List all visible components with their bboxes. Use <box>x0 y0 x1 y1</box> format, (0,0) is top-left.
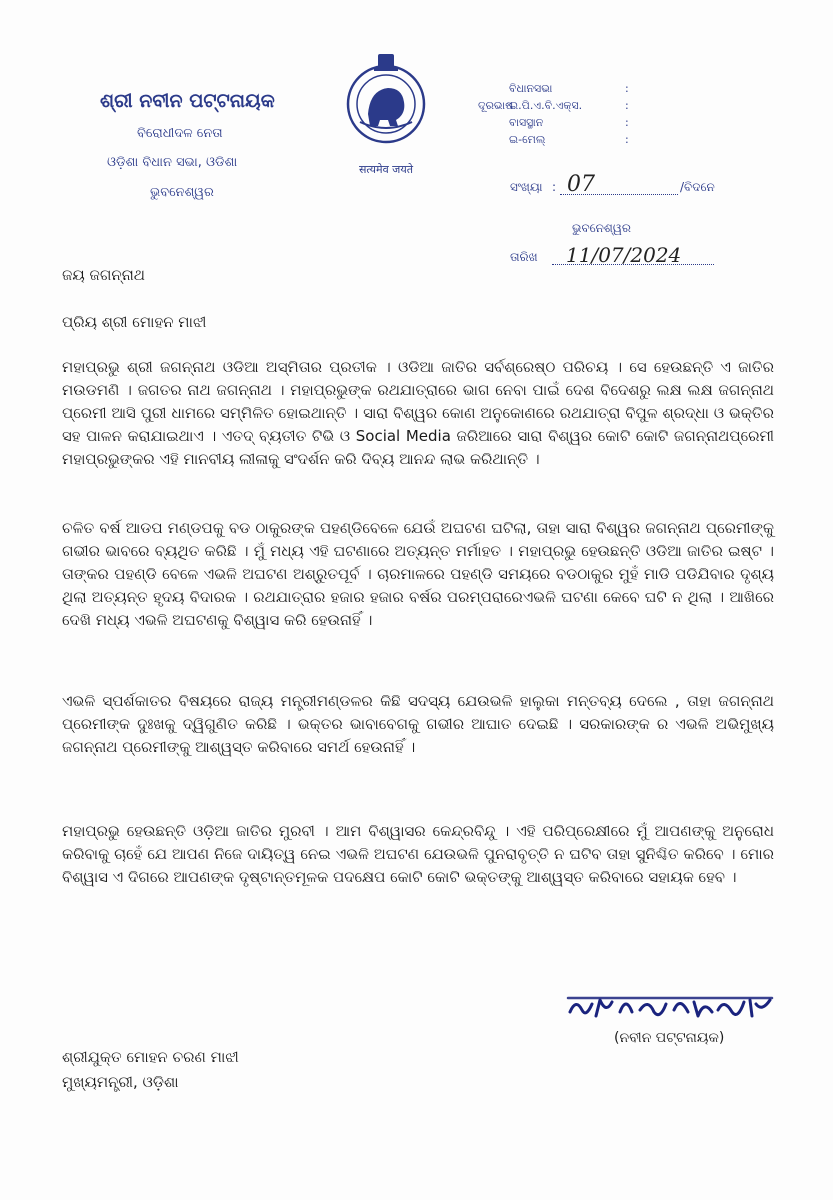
body-paragraph: ମହାପ୍ରଭୁ ଶ୍ରୀ ଜଗନ୍ନାଥ ଓଡିଆ ଅସ୍ମିତାର ପ୍ରତୀକ । ଓଡିଆ ଜାତିର ସର୍ବଶ୍ରେଷ୍ଠ ପରିଚୟ । ସେ ହେଉଛନ୍ତି ଏ ଜାତିର ମଉଡମଣି । ଜଗତର ନାଥ ଜଗନ୍ନାଥ । ମହାପ୍ରଭୁଙ୍କ ରଥଯାତ୍ରାରେ ଭାଗ ନେବା ପାଇଁ ଦେଶ ବିଦେଶରୁ ଲକ୍ଷ ଲକ୍ଷ ଜଗନ୍ନାଥ ପ୍ରେମୀ ଆସି ପୁରୀ ଧାମରେ ସମ୍ମିଳିତ ହୋଇଥାନ୍ତି । ସାରା ବିଶ୍ୱର କୋଣ ଅନୁକୋଣରେ ରଥଯାତ୍ରା ବିପୁଳ ଶ୍ରଦ୍ଧା ଓ ଭକ୍ତିର ସହ ପାଳନ କରାଯାଇଥାଏ । ଏତଦ୍ ବ୍ୟତୀତ ଟିଭି ଓ Social Media ଜରିଆରେ ସାରା ବିଶ୍ୱର କୋଟି କୋଟି ଜଗନ୍ନାଥପ୍ରେମୀ ମହାପ୍ରଭୁଙ୍କର ଏହି ମାନବୀୟ ଲୀଳାକୁ ସଂଦର୍ଶନ କରି ଦିବ୍ୟ ଆନନ୍ଦ ଲାଭ କରିଥାନ୍ତି । <box>62 358 774 468</box>
odisha-assembly-emblem-icon <box>338 52 434 148</box>
greeting: ଜୟ ଜଗନ୍ନାଥ <box>62 266 146 284</box>
contact-row <box>493 116 793 133</box>
contact-label: ଇ.ପି.ଏ.ବି.ଏକ୍ସ. <box>509 99 583 112</box>
body-paragraph: ଏଭଳି ସ୍ପର୍ଶକାତର ବିଷୟରେ ରାଜ୍ୟ ମନ୍ତ୍ରୀମଣ୍ଡଳର କିଛି ସଦସ୍ୟ ଯେଉଭଳି ହାଲୁକା ମନ୍ତବ୍ୟ ଦେଲେ , ତାହା ଜଗନ୍ନାଥ ପ୍ରେମୀଙ୍କ ଦୁଃଖକୁ ଦ୍ୱିଗୁଣିତ କରିଛି । ଭକ୍ତର ଭାବାବେଗକୁ ଗଭୀର ଆଘାତ ଦେଇଛି । ସରକାରଙ୍କ ର ଏଭଳି ଅଭିମୁଖ୍ୟ ଜଗନ୍ନାଥ ପ୍ରେମୀଙ୍କୁ ଆଶ୍ୱସ୍ତ କରିବାରେ ସମର୍ଥ ହେଉନାହିଁ । <box>62 692 774 756</box>
addressee-name: ଶ୍ରୀଯୁକ୍ତ ମୋହନ ଚରଣ ମାଝୀ <box>62 1048 239 1066</box>
signatory-name: (ନବୀନ ପଟ୍ଟନାୟକ) <box>614 1030 725 1046</box>
handwritten-signature <box>566 990 776 1026</box>
letterhead-name: ଶ୍ରୀ ନବୀନ ପଟ୍ଟନାୟକ <box>100 90 275 112</box>
reference-number-label: ସଂଖ୍ୟା <box>510 180 543 194</box>
addressee-title: ମୁଖ୍ୟମନ୍ତ୍ରୀ, ଓଡ଼ିଶା <box>62 1073 179 1091</box>
reference-colon: : <box>552 180 557 194</box>
contact-label: ଇ-ମେଲ୍ <box>509 133 546 146</box>
contact-colon: : <box>625 116 629 129</box>
contact-colon: : <box>625 133 629 146</box>
letterhead-assembly: ଓଡ଼ିଶା ବିଧାନ ସଭା, ଓଡିଶା <box>107 155 238 170</box>
emblem-motto: सत्यमेव जयते <box>358 163 413 176</box>
body-paragraph: ଚଳିତ ବର୍ଷ ଆଡପ ମଣ୍ଡପକୁ ବଡ ଠାକୁରଙ୍କ ପହଣ୍ଡିବେଳେ ଯେଉଁ ଅଘଟଣ ଘଟିଲା, ତାହା ସାରା ବିଶ୍ୱର ଜଗନ୍ନାଥ ପ୍ରେମୀଙ୍କୁ ଗଭୀର ଭାବରେ ବ୍ୟଥିତ କରିଛି । ମୁଁ ମଧ୍ୟ ଏହି ଘଟଣାରେ ଅତ୍ୟନ୍ତ ମର୍ମାହତ । ମହାପ୍ରଭୁ ହେଉଛନ୍ତି ଓଡିଆ ଜାତିର ଇଷ୍ଟ । ତାଙ୍କର ପହଣ୍ଡି ବେଳେ ଏଭଳି ଅଘଟଣ ଅଶ୍ରୁତପୂର୍ବ । ଚାରମାଳରେ ପହଣ୍ଡି ସମୟରେ ବଡଠାକୁର ମୁହଁ ମାଡି ପଡିଯିବାର ଦୃଶ୍ୟ ଥିଲା ଅତ୍ୟନ୍ତ ହୃଦୟ ବିଦାରକ । ରଥଯାତ୍ରାର ହଜାର ହଜାର ବର୍ଷର ପରମ୍ପରାରେଏଭଳି ଘଟଣା କେବେ ଘଟି ନ ଥିଲା । ଆଖିରେ ଦେଖି ମଧ୍ୟ ଏଭଳି ଅଘଟଣକୁ ବିଶ୍ୱାସ କରି ହେଉନାହିଁ । <box>62 519 774 629</box>
contact-label: ବିଧାନସଭା <box>509 82 553 95</box>
contact-block <box>478 82 793 150</box>
reference-suffix: /ବିଦନେ <box>680 180 715 194</box>
contact-colon: : <box>625 82 629 95</box>
date-label: ତାରିଖ <box>510 250 538 264</box>
salutation: ପ୍ରିୟ ଶ୍ରୀ ମୋହନ ମାଝୀ <box>62 313 207 331</box>
contact-colon: : <box>625 99 629 112</box>
reference-number-value: 07 <box>567 172 595 197</box>
date-value: 11/07/2024 <box>566 243 682 267</box>
contact-label: ବାସସ୍ଥାନ <box>509 116 544 129</box>
contact-row <box>478 99 793 116</box>
contact-row <box>493 133 793 150</box>
letterhead-city: ଭୁବନେଶ୍ୱର <box>150 185 214 200</box>
contact-row <box>493 82 793 99</box>
letterhead-designation: ବିରୋଧୀଦଳ ନେତା <box>137 126 223 141</box>
reference-city: ଭୁବନେଶ୍ୱର <box>572 221 631 235</box>
reference-number-row <box>510 172 820 204</box>
date-row <box>510 243 730 274</box>
body-paragraph: ମହାପ୍ରଭୁ ହେଉଛନ୍ତି ଓଡ଼ିଆ ଜାତିର ମୁରବୀ । ଆମ ବିଶ୍ୱାସର କେନ୍ଦ୍ରବିନ୍ଦୁ । ଏହି ପରିପ୍ରେକ୍ଷୀରେ ମୁଁ ଆପଣଙ୍କୁ ଅନୁରୋଧ କରିବାକୁ ଚାହେଁ ଯେ ଆପଣ ନିଜେ ଦାୟିତ୍ୱ ନେଇ ଏଭଳି ଅଘଟଣ ଯେଉଭଳି ପୁନରାବୃତ୍ତି ନ ଘଟିବ ତାହା ସୁନିଶ୍ଚିତ କରିବେ । ମୋର ବିଶ୍ୱାସ ଏ ଦିଗରେ ଆପଣଙ୍କ ଦୃଷ୍ଟାନ୍ତମୂଳକ ପଦକ୍ଷେପ କୋଟି କୋଟି ଭକ୍ତଙ୍କୁ ଆଶ୍ୱସ୍ତ କରିବାରେ ସହାୟକ ହେବ । <box>62 822 774 886</box>
phone-label: ଦୂରଭାଷ <box>478 99 514 112</box>
